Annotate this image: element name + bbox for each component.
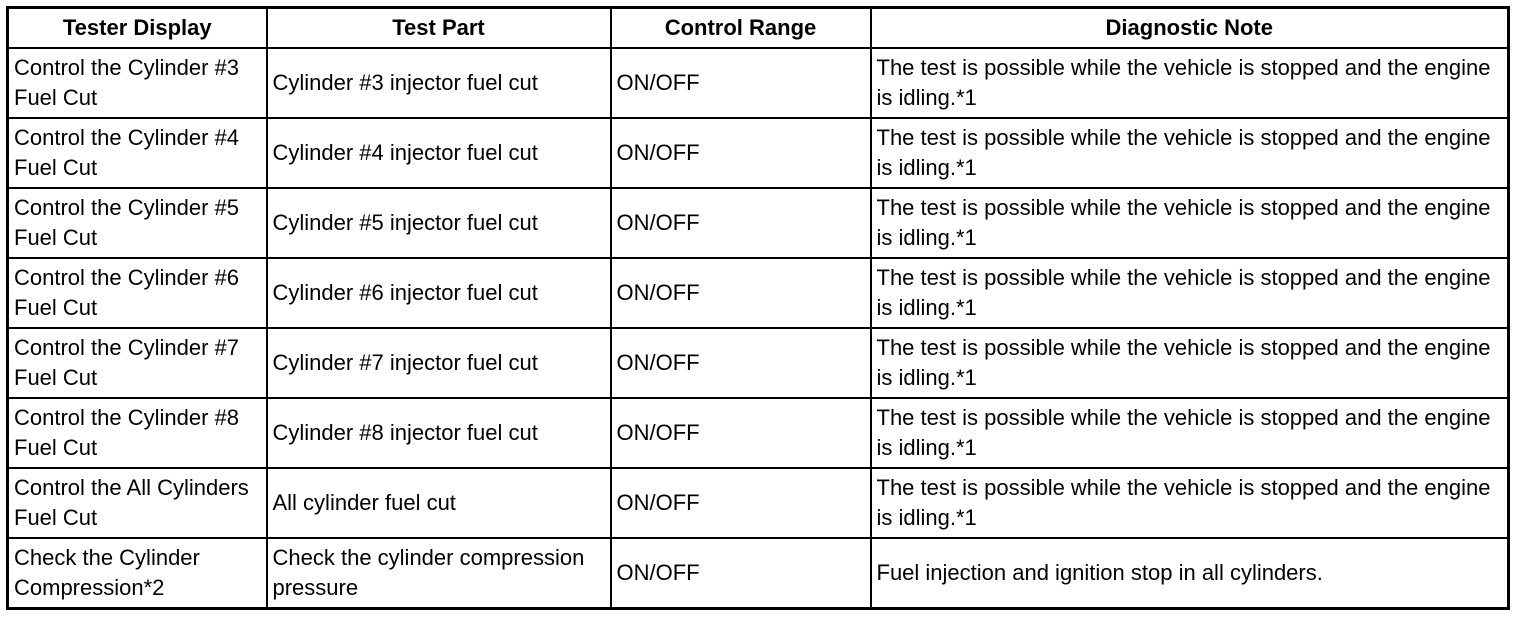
cell-test-part: Cylinder #6 injector fuel cut (267, 258, 611, 328)
cell-control-range: ON/OFF (611, 538, 871, 609)
cell-control-range: ON/OFF (611, 258, 871, 328)
cell-test-part: Cylinder #3 injector fuel cut (267, 48, 611, 118)
cell-tester-display: Control the Cylinder #3 Fuel Cut (8, 48, 267, 118)
cell-control-range: ON/OFF (611, 398, 871, 468)
header-row (8, 8, 1509, 49)
cell-test-part: Cylinder #4 injector fuel cut (267, 118, 611, 188)
table-row (8, 48, 1509, 118)
table-row (8, 538, 1509, 609)
cell-diagnostic-note: The test is possible while the vehicle is stopped and the engine is idling.*1 (871, 398, 1509, 468)
cell-diagnostic-note: The test is possible while the vehicle is stopped and the engine is idling.*1 (871, 188, 1509, 258)
cell-tester-display: Control the Cylinder #5 Fuel Cut (8, 188, 267, 258)
cell-control-range: ON/OFF (611, 328, 871, 398)
cell-test-part: Cylinder #5 injector fuel cut (267, 188, 611, 258)
active-test-table (6, 6, 1510, 610)
header-tester-display: Tester Display (8, 8, 267, 49)
table-row (8, 328, 1509, 398)
cell-test-part: Check the cylinder compression pressure (267, 538, 611, 609)
cell-test-part: All cylinder fuel cut (267, 468, 611, 538)
cell-tester-display: Control the Cylinder #7 Fuel Cut (8, 328, 267, 398)
table-row (8, 258, 1509, 328)
cell-diagnostic-note: The test is possible while the vehicle is stopped and the engine is idling.*1 (871, 258, 1509, 328)
table-row (8, 188, 1509, 258)
cell-control-range: ON/OFF (611, 118, 871, 188)
cell-tester-display: Control the Cylinder #4 Fuel Cut (8, 118, 267, 188)
cell-tester-display: Control the All Cylinders Fuel Cut (8, 468, 267, 538)
cell-diagnostic-note: The test is possible while the vehicle is stopped and the engine is idling.*1 (871, 468, 1509, 538)
cell-diagnostic-note: The test is possible while the vehicle is stopped and the engine is idling.*1 (871, 328, 1509, 398)
cell-tester-display: Control the Cylinder #6 Fuel Cut (8, 258, 267, 328)
cell-control-range: ON/OFF (611, 468, 871, 538)
cell-tester-display: Control the Cylinder #8 Fuel Cut (8, 398, 267, 468)
table-row (8, 468, 1509, 538)
header-control-range: Control Range (611, 8, 871, 49)
cell-control-range: ON/OFF (611, 188, 871, 258)
cell-test-part: Cylinder #8 injector fuel cut (267, 398, 611, 468)
cell-diagnostic-note: Fuel injection and ignition stop in all cylinders. (871, 538, 1509, 609)
cell-diagnostic-note: The test is possible while the vehicle is stopped and the engine is idling.*1 (871, 118, 1509, 188)
cell-diagnostic-note: The test is possible while the vehicle is stopped and the engine is idling.*1 (871, 48, 1509, 118)
table-row (8, 398, 1509, 468)
table-row (8, 118, 1509, 188)
cell-test-part: Cylinder #7 injector fuel cut (267, 328, 611, 398)
cell-tester-display: Check the Cylinder Compression*2 (8, 538, 267, 609)
cell-control-range: ON/OFF (611, 48, 871, 118)
header-diagnostic-note: Diagnostic Note (871, 8, 1509, 49)
header-test-part: Test Part (267, 8, 611, 49)
